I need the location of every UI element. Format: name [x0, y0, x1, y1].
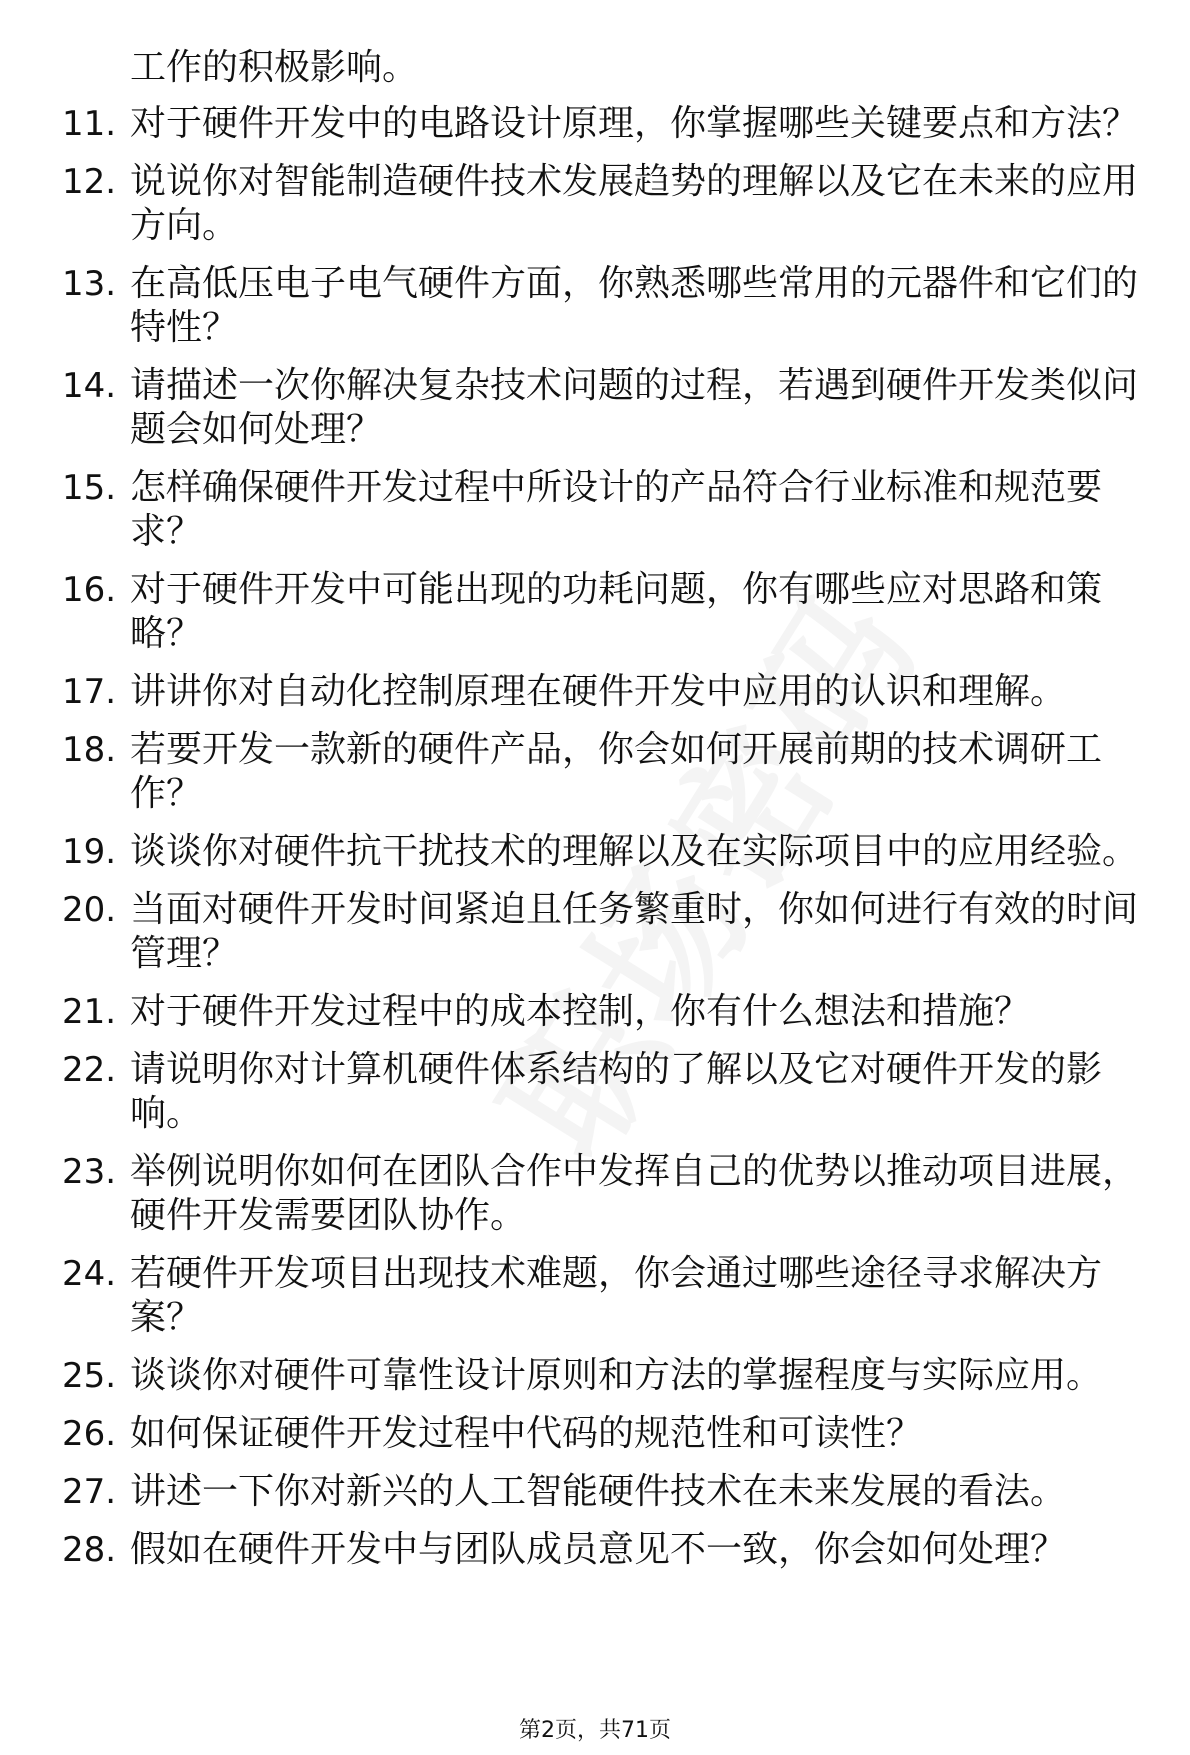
item-text-line: 讲讲你对自动化控制原理在硬件开发中应用的认识和理解。 [130, 671, 1067, 712]
item-number: 16. [62, 570, 117, 610]
item-text-line: 讲述一下你对新兴的人工智能硬件技术在未来发展的看法。 [130, 1471, 1067, 1512]
lead-continuation-line: 工作的积极影响。 [130, 47, 419, 88]
item-number: 11. [62, 104, 117, 144]
item-number: 15. [62, 468, 117, 508]
item-number: 13. [62, 264, 117, 304]
item-text-line: 题会如何处理？ [130, 409, 383, 450]
item-number: 17. [62, 672, 117, 712]
item-number: 12. [62, 162, 117, 202]
item-text-line: 求？ [130, 511, 203, 552]
item-number: 24. [62, 1254, 117, 1294]
item-text-line: 谈谈你对硬件抗干扰技术的理解以及在实际项目中的应用经验。 [130, 831, 1139, 872]
item-text-line: 对于硬件开发中的电路设计原理，你掌握哪些关键要点和方法？ [130, 103, 1139, 144]
item-text-line: 举例说明你如何在团队合作中发挥自己的优势以推动项目进展， [130, 1151, 1139, 1192]
item-text-line: 谈谈你对硬件可靠性设计原则和方法的掌握程度与实际应用。 [130, 1355, 1103, 1396]
item-number: 28. [62, 1530, 117, 1570]
item-number: 14. [62, 366, 117, 406]
item-number: 21. [62, 992, 117, 1032]
item-text-line: 特性？ [130, 307, 239, 348]
item-text-line: 硬件开发需要团队协作。 [130, 1195, 527, 1236]
item-text-line: 请说明你对计算机硬件体系结构的了解以及它对硬件开发的影 [130, 1049, 1103, 1090]
item-text-line: 响。 [130, 1093, 203, 1134]
item-text-line: 若硬件开发项目出现技术难题，你会通过哪些途径寻求解决方 [130, 1253, 1103, 1294]
item-number: 27. [62, 1472, 117, 1512]
item-text-line: 作？ [130, 773, 203, 814]
item-number: 19. [62, 832, 117, 872]
item-number: 18. [62, 730, 117, 770]
item-number: 25. [62, 1356, 117, 1396]
item-number: 22. [62, 1050, 117, 1090]
item-text-line: 若要开发一款新的硬件产品，你会如何开展前期的技术调研工 [130, 729, 1103, 770]
item-number: 20. [62, 890, 117, 930]
item-text-line: 怎样确保硬件开发过程中所设计的产品符合行业标准和规范要 [130, 467, 1103, 508]
item-text-line: 请描述一次你解决复杂技术问题的过程，若遇到硬件开发类似问 [130, 365, 1139, 406]
item-text-line: 略？ [130, 613, 203, 654]
item-number: 26. [62, 1414, 117, 1454]
item-text-line: 说说你对智能制造硬件技术发展趋势的理解以及它在未来的应用 [130, 161, 1139, 202]
item-text-line: 对于硬件开发中可能出现的功耗问题，你有哪些应对思路和策 [130, 569, 1103, 610]
item-text-line: 在高低压电子电气硬件方面，你熟悉哪些常用的元器件和它们的 [130, 263, 1139, 304]
item-text-line: 当面对硬件开发时间紧迫且任务繁重时，你如何进行有效的时间 [130, 889, 1139, 930]
item-text-line: 对于硬件开发过程中的成本控制，你有什么想法和措施？ [130, 991, 1031, 1032]
page-footer: 第2页，共71页 [519, 1718, 671, 1743]
item-text-line: 假如在硬件开发中与团队成员意见不一致，你会如何处理？ [130, 1529, 1067, 1570]
item-number: 23. [62, 1152, 117, 1192]
item-text-line: 案？ [130, 1297, 203, 1338]
item-text-line: 方向。 [130, 205, 239, 246]
item-text-line: 如何保证硬件开发过程中代码的规范性和可读性？ [130, 1413, 923, 1454]
item-text-line: 管理？ [130, 933, 239, 974]
